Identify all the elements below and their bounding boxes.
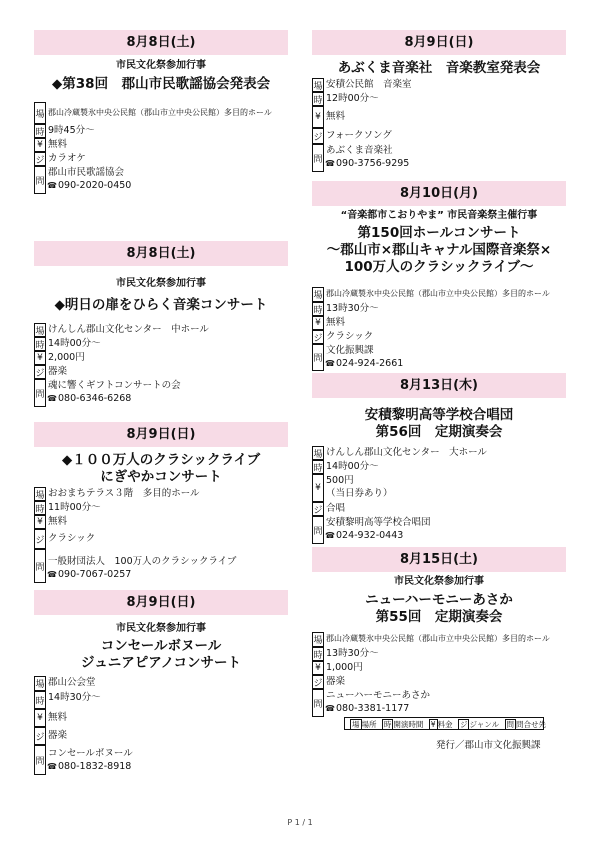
event-date: 8月13日(木) (312, 373, 566, 398)
legend-time: 開演時間 (393, 720, 424, 729)
event-time: 11時00分～ (48, 502, 101, 513)
fee-label: ¥ (312, 316, 324, 330)
phone-icon: ☎ (47, 394, 57, 403)
event-date: 8月8日(土) (34, 30, 288, 55)
event-subtitle: 市民文化祭参加行事 (116, 278, 206, 289)
event-title: 安積黎明高等学校合唱団 (364, 407, 514, 423)
event-title: ニューハーモニーあさか (365, 592, 513, 608)
event-time: 14時30分～ (48, 692, 101, 703)
contact-label: 問 (34, 379, 46, 407)
event-date: 8月8日(土) (34, 241, 288, 266)
genre-label: ジ (312, 675, 324, 689)
time-label: 時 (312, 302, 324, 316)
event-fee: 無料 (48, 516, 68, 527)
event-time: 13時30分～ (326, 303, 379, 314)
venue-label: 場 (312, 632, 324, 647)
event-title-line2: ジュニアピアノコンサート (81, 655, 241, 671)
event-fee: 無料 (48, 139, 68, 150)
event-venue: 郡山冷蔵製氷中央公民館（郡山市立中央公民館）多目的ホール (326, 634, 550, 643)
venue-label: 場 (34, 676, 46, 691)
contact-label: 問 (312, 144, 324, 172)
genre-label: ジ (34, 152, 46, 166)
event-subtitle: 市民文化祭参加行事 (116, 60, 206, 71)
event-genre: フォークソング (326, 130, 392, 141)
event-venue: けんしん郡山文化センター 大ホール (326, 447, 487, 458)
event-time: 12時00分～ (326, 93, 379, 104)
event-fee-note: （当日券あり） (326, 488, 393, 499)
event-genre: 器楽 (326, 676, 346, 687)
event-date: 8月9日(日) (34, 422, 288, 447)
contact-label: 問 (312, 689, 324, 717)
legend (344, 717, 547, 730)
time-label: 時 (312, 92, 324, 106)
venue-label: 場 (312, 78, 324, 92)
event-title-line2: にぎやかコンサート (100, 469, 222, 485)
event-genre: 合唱 (326, 503, 346, 514)
event-contact: 安積黎明高等学校合唱団 (326, 517, 431, 528)
legend-contact-key: 問 (506, 720, 515, 729)
event-venue: 郡山冷蔵製氷中央公民館（郡山市立中央公民館）多目的ホール (48, 108, 272, 117)
legend-genre: ジャンル (469, 720, 500, 729)
time-label: 時 (34, 124, 46, 138)
event-title: 第150回ホールコンサート (357, 225, 521, 241)
venue-label: 場 (34, 487, 46, 501)
event-card (312, 547, 566, 626)
event-genre: 器楽 (48, 730, 68, 741)
fee-label: ¥ (34, 351, 46, 365)
event-card (34, 30, 288, 93)
time-label: 時 (34, 691, 46, 709)
time-label: 時 (34, 337, 46, 351)
event-contact: コンセールボヌール (48, 748, 133, 759)
contact-label: 問 (312, 516, 324, 544)
event-contact: 郡山市民歌謡協会 (48, 167, 125, 178)
event-venue: けんしん郡山文化センター 中ホール (48, 324, 209, 335)
event-contact: あぶくま音楽社 (326, 145, 393, 156)
event-card (312, 373, 566, 441)
genre-label: ジ (34, 529, 46, 549)
event-venue: おおまちテラス３階 多目的ホール (48, 488, 200, 499)
issuer: 発行／郡山市文化振興課 (436, 740, 541, 751)
contact-label: 問 (34, 166, 46, 194)
event-phone: 090-3756-9295 (336, 158, 410, 169)
event-contact: 文化振興課 (326, 345, 374, 356)
event-contact: ニューハーモニーあさか (326, 690, 431, 701)
event-phone: 090-2020-0450 (58, 180, 132, 191)
event-subtitle: 市民文化祭参加行事 (394, 576, 484, 587)
phone-icon: ☎ (47, 762, 57, 771)
contact-label: 問 (34, 745, 46, 775)
time-label: 時 (312, 460, 324, 474)
event-phone: 080-3381-1177 (336, 703, 410, 714)
event-date: 8月15日(土) (312, 547, 566, 572)
event-phone: 080-6346-6268 (58, 393, 132, 404)
fee-label: ¥ (34, 138, 46, 152)
event-title-line2: 第55回 定期演奏会 (375, 609, 503, 625)
event-fee: 1,000円 (326, 662, 363, 673)
event-card (34, 241, 288, 314)
event-fee: 無料 (326, 111, 346, 122)
fee-label: ¥ (312, 474, 324, 502)
legend-venue-key: 場 (352, 720, 360, 729)
phone-icon: ☎ (47, 570, 57, 579)
event-title-line2: ～郡山市×郡山キャナル国際音楽祭× (326, 242, 552, 258)
event-venue: 郡山公会堂 (48, 677, 96, 688)
legend-fee: 料金 (437, 720, 453, 729)
event-time: 13時30分～ (326, 648, 379, 659)
venue-label: 場 (312, 446, 324, 460)
legend-fee-key: ¥ (430, 720, 436, 729)
fee-label: ¥ (34, 709, 46, 727)
event-title: ◆１００万人のクラシックライブ (61, 452, 261, 468)
event-date: 8月10日(月) (312, 181, 566, 206)
contact-label: 問 (312, 344, 324, 371)
event-card (312, 181, 566, 276)
event-title-line3: 100万人のクラシックライブ～ (344, 259, 534, 275)
event-phone: 090-7067-0257 (58, 569, 132, 580)
legend-time-key: 時 (383, 720, 392, 729)
event-phone: 080-1832-8918 (58, 761, 132, 772)
event-genre: クラシック (48, 533, 96, 544)
event-contact: 一般財団法人 100万人のクラシックライブ (48, 556, 237, 567)
contact-label: 問 (34, 549, 46, 583)
genre-label: ジ (34, 727, 46, 745)
event-genre: クラシック (326, 331, 374, 342)
event-card (312, 30, 566, 77)
page-number: P 1 / 1 (287, 818, 313, 827)
event-subtitle: “音楽都市こおりやま” 市民音楽祭主催行事 (340, 210, 538, 221)
legend-contact: 問合せ先 (516, 720, 547, 729)
event-card (34, 590, 288, 672)
event-genre: 器楽 (48, 366, 68, 377)
genre-label: ジ (312, 502, 324, 516)
phone-icon: ☎ (325, 704, 335, 713)
event-time: 14時00分～ (326, 461, 379, 472)
event-venue: 郡山冷蔵製氷中央公民館（郡山市立中央公民館）多目的ホール (326, 289, 550, 298)
event-date: 8月9日(日) (312, 30, 566, 55)
event-phone: 024-924-2661 (336, 358, 404, 369)
fee-label: ¥ (312, 106, 324, 128)
phone-icon: ☎ (325, 531, 335, 540)
event-subtitle: 市民文化祭参加行事 (116, 623, 206, 634)
genre-label: ジ (34, 365, 46, 379)
event-title-line2: 第56回 定期演奏会 (375, 424, 503, 440)
event-title: ◆第38回 郡山市民歌謡協会発表会 (51, 76, 271, 92)
event-genre: カラオケ (48, 153, 86, 164)
venue-label: 場 (34, 102, 46, 124)
fee-label: ¥ (34, 515, 46, 529)
time-label: 時 (312, 647, 324, 661)
phone-icon: ☎ (47, 181, 57, 190)
event-fee: 500円 (326, 475, 354, 486)
event-contact: 魂に響くギフトコンサートの会 (48, 380, 181, 391)
event-phone: 024-932-0443 (336, 530, 404, 541)
fee-label: ¥ (312, 661, 324, 675)
venue-label: 場 (312, 287, 324, 302)
event-card (34, 422, 288, 486)
event-fee: 無料 (326, 317, 346, 328)
event-title: ◆明日の扉をひらく音楽コンサート (54, 297, 268, 313)
genre-label: ジ (312, 128, 324, 144)
event-venue: 安積公民館 音楽室 (326, 79, 412, 90)
event-fee: 無料 (48, 712, 68, 723)
event-title: あぶくま音楽社 音楽教室発表会 (337, 60, 541, 76)
event-time: 14時00分～ (48, 338, 101, 349)
event-date: 8月9日(日) (34, 590, 288, 615)
phone-icon: ☎ (325, 359, 335, 368)
venue-label: 場 (34, 323, 46, 337)
legend-venue: 場所 (361, 720, 377, 729)
event-time: 9時45分～ (48, 125, 95, 136)
legend-genre-key: ジ (459, 720, 468, 729)
genre-label: ジ (312, 330, 324, 344)
event-title: コンセールボヌール (100, 638, 222, 654)
time-label: 時 (34, 501, 46, 515)
phone-icon: ☎ (325, 159, 335, 168)
event-fee: 2,000円 (48, 352, 85, 363)
